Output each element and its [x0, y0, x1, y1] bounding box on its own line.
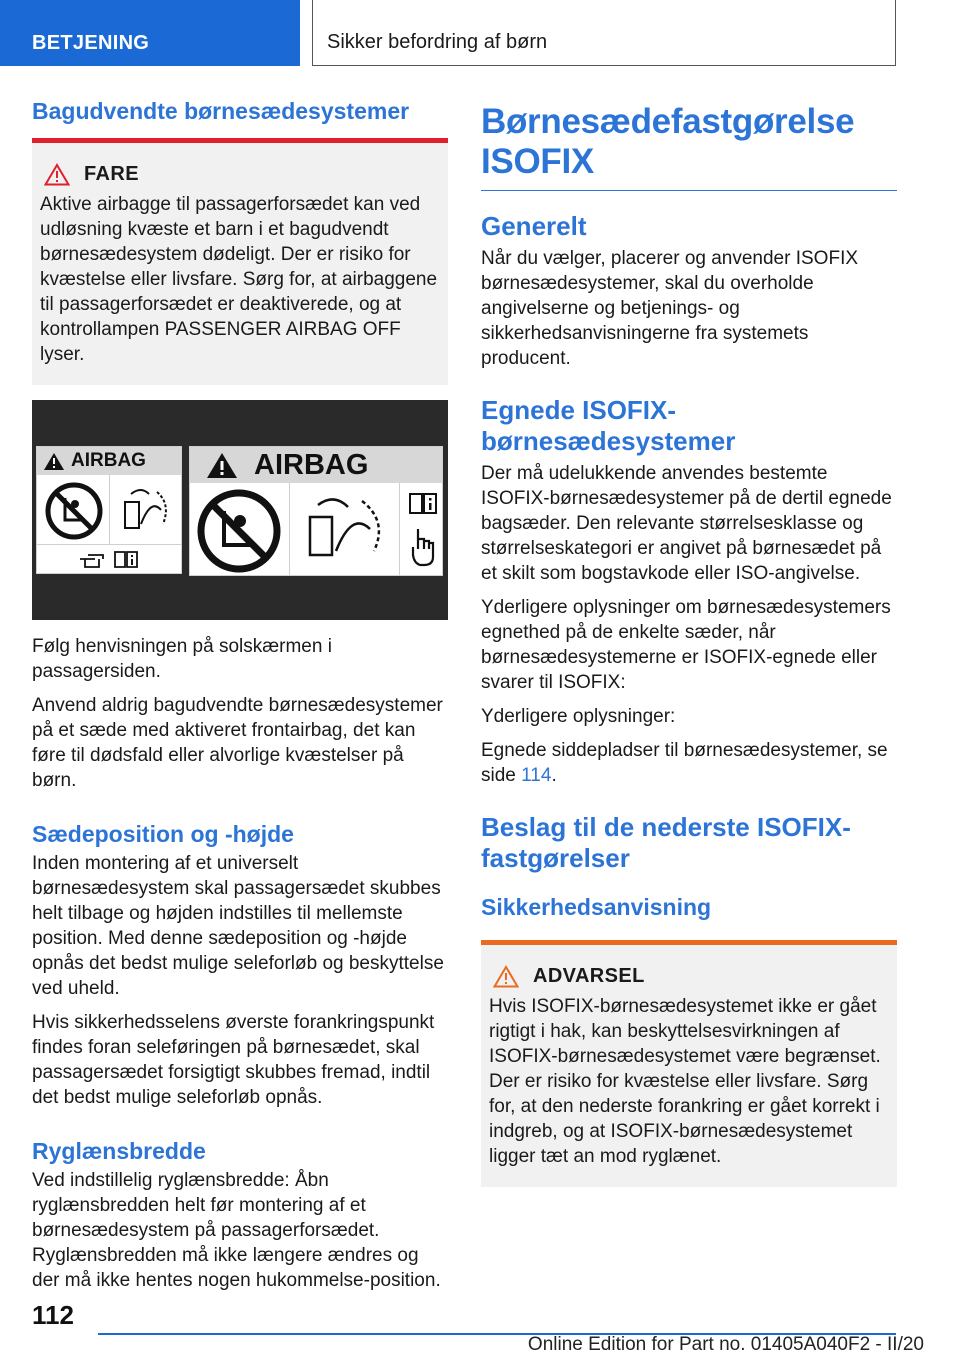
- seat-position-heading: Sædeposition og -højde: [32, 821, 294, 847]
- no-child-seat-icon: [194, 489, 284, 573]
- page-number: 112: [32, 1300, 74, 1330]
- airbag-small-text: AIRBAG: [71, 450, 146, 471]
- edition-text: Online Edition for Part no. 01405A040F2 - II/20: [527, 1334, 924, 1355]
- danger-title: FARE: [84, 163, 139, 185]
- no-child-seat-icon: [45, 482, 103, 540]
- suitable-p3: Yderligere oplysninger:: [481, 706, 676, 727]
- hand-pointer-icon: [79, 551, 105, 569]
- warning-triangle-icon: [44, 163, 70, 186]
- page-link-114[interactable]: 114: [521, 765, 552, 786]
- suitable-p1: Der må udelukkende anvendes bestemte ISOFIX-børnesædesystemer på de dertil egnede bagsæder. Den relevante størrelsesklasse og størrelseskategori er angivet på børnesædet på et skilt som bogstavkode eller ISO-angivelse.: [481, 463, 892, 584]
- chapter-title: Sikker befordring af børn: [312, 0, 896, 66]
- anchor-heading: Beslag til de nederste ISOFIX-fastgørelser: [481, 812, 851, 873]
- warning-text: Hvis ISOFIX-børnesædesystemet ikke er gået rigtigt i hak, kan beskyttelsesvirkningen af ISOFIX-børnesædesystemet være begrænset. Der er risiko for kvæstelse eller livsfare. Sørg for, at den nederste forankring er gået korrekt i indgreb, og at ISOFIX-børnesædesystemet ligger tæt an mod ryglænet.: [489, 996, 881, 1167]
- general-text: Når du vælger, placerer og anvender ISOFIX børnesædesystemer, skal du overholde angivelserne og betjenings- og sikkerhedsanvisningerne fra systemets producent.: [481, 248, 859, 369]
- manual-book-icon: [113, 549, 139, 569]
- airbag-label-small: [36, 446, 182, 574]
- safety-heading: Sikkerhedsanvisning: [481, 894, 712, 920]
- backrest-width-heading: Ryglænsbredde: [32, 1138, 206, 1164]
- airbag-label-figure: [32, 400, 448, 620]
- suitable-heading: Egnede ISOFIX-børnesædesystemer: [481, 395, 736, 456]
- rear-facing-seat-icon: [117, 484, 175, 538]
- warning-triangle-icon: [493, 965, 519, 988]
- warning-title: ADVARSEL: [533, 965, 645, 987]
- danger-box: [32, 138, 448, 385]
- page-header: [0, 0, 960, 66]
- suitable-p4-text: Egnede siddepladser til børnesædesystemer, se side: [481, 740, 888, 786]
- seat-position-p2: Hvis sikkerhedsselens øverste forankringspunkt findes foran seleføringen på børnesædet, skal passagersædet forsigtigt skubbes fremad, indtil det bedst mulige seleforløb opnås.: [32, 1012, 435, 1108]
- never-use-text: Anvend aldrig bagudvendte børnesædesystemer på et sæde med aktiveret frontairbag, det kan føre til dødsfald eller alvorlige kvæstelser på børn.: [32, 695, 443, 791]
- suitable-p4-end: .: [551, 765, 557, 786]
- rear-facing-seat-icon: [296, 493, 394, 569]
- warning-triangle-icon: [43, 452, 65, 471]
- sunvisor-text: Følg henvisningen på solskærmen i passagersiden.: [32, 636, 332, 682]
- airbag-label-large: [189, 446, 443, 576]
- backrest-width-p1: Ved indstillelig ryglænsbredde: Åbn ryglænsbredden helt før montering af et børnesædesystem på passagerforsædet. Ryglænsbredden må ikke længere ændres og der må ikke hentes nogen hukommelse-position.: [32, 1170, 441, 1291]
- seat-position-p1: Inden montering af et universelt børnesædesystem skal passagersædet skubbes helt tilbage og højden indstilles til mellemste position. Med denne sædeposition og -højde opnås det bedst mulige seleforløb og beskyttelse ved uheld.: [32, 853, 444, 999]
- danger-text: Aktive airbagge til passagerforsædet kan ved udløsning kvæste et barn i et bagudvendt børnesædesystem dødeligt. Der er risiko for kvæstelse eller livsfare. Sørg for, at airbaggene til passagerforsædet er deaktiverede, og at kontrollampen PASSENGER AIRBAG OFF lyser.: [40, 194, 438, 365]
- warning-box: [481, 940, 897, 1187]
- right-column: [481, 102, 897, 1187]
- hand-pointer-icon: [410, 527, 436, 567]
- manual-book-icon: [408, 491, 438, 515]
- left-column: [32, 96, 448, 1302]
- warning-triangle-icon: [206, 452, 238, 479]
- isofix-title: Børnesædefastgørelse ISOFIX: [481, 102, 897, 191]
- general-heading: Generelt: [481, 211, 587, 241]
- section-tab: BETJENING: [0, 0, 300, 66]
- suitable-p4: [481, 738, 897, 788]
- airbag-large-text: AIRBAG: [254, 448, 369, 481]
- suitable-p2: Yderligere oplysninger om børnesædesystemers egnethed på de enkelte sæder, når børnesædesystemerne er ISOFIX-egnede eller svarer til ISOFIX:: [481, 597, 891, 693]
- rear-facing-heading: Bagudvendte børnesædesystemer: [32, 98, 410, 124]
